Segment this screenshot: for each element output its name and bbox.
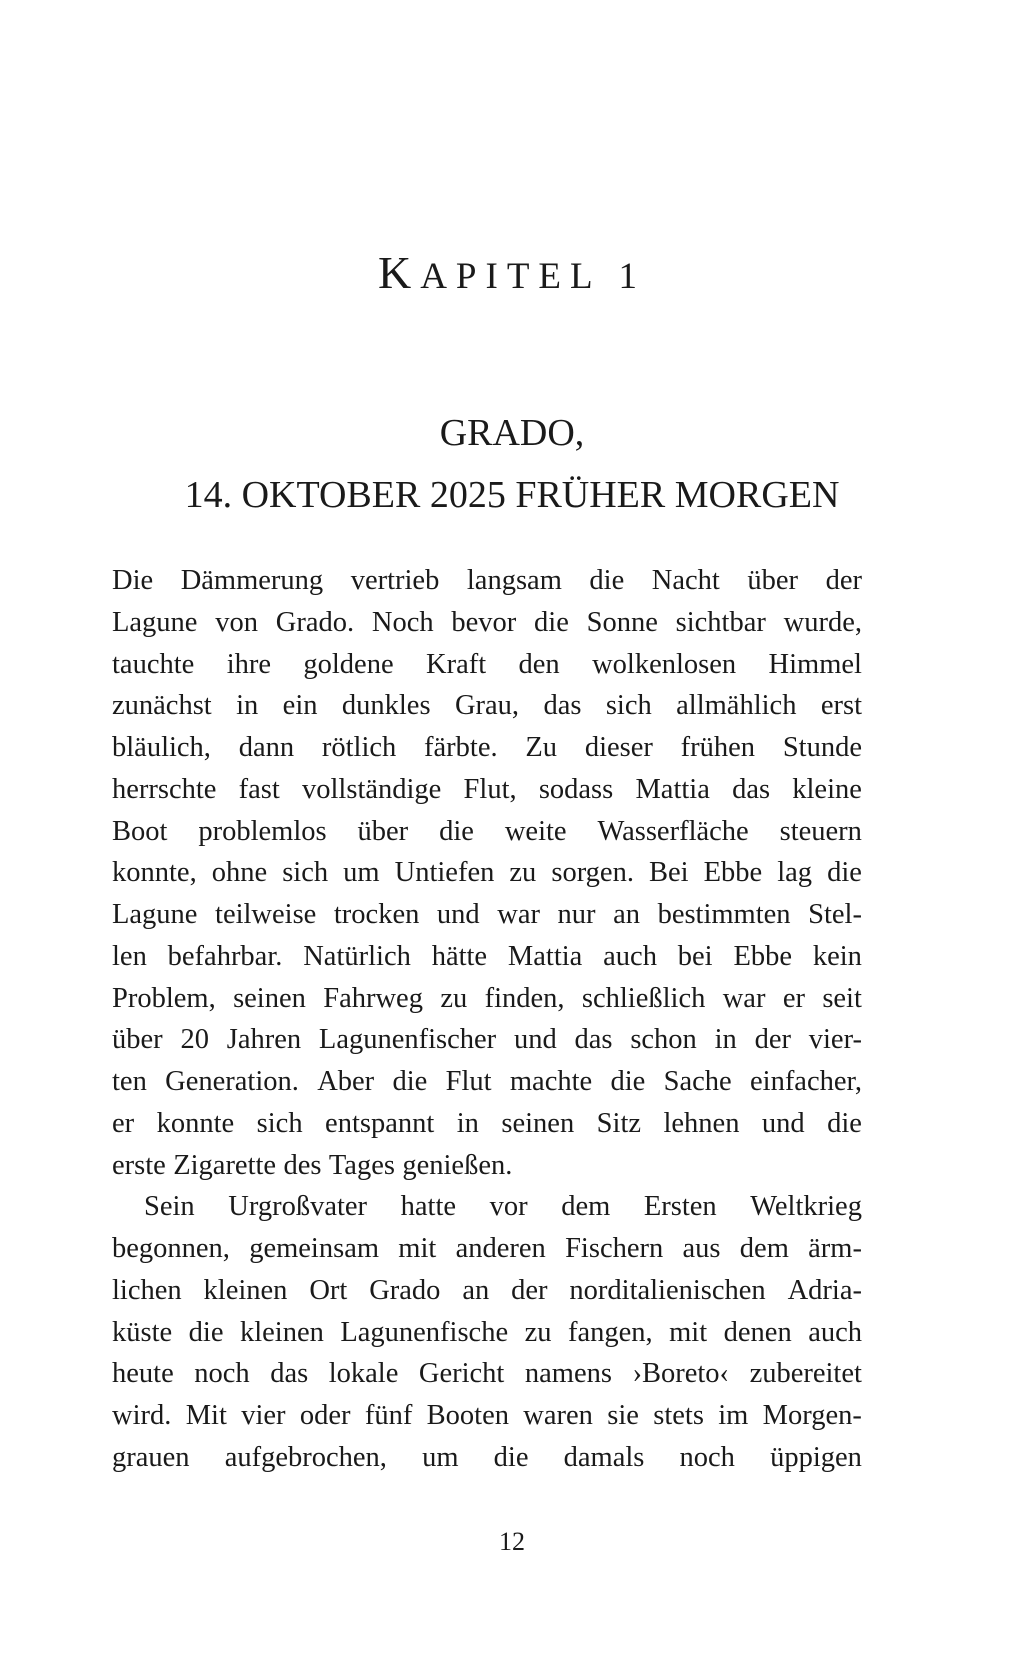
text-line: wird. Mit vier oder fünf Booten waren sie stets im Morgen- (112, 1400, 862, 1431)
chapter-title-rest: APITEL 1 (420, 256, 647, 297)
text-line: begonnen, gemeinsam mit anderen Fischern aus dem ärm- (112, 1233, 862, 1264)
text-line: Die Dämmerung vertrieb langsam die Nacht über der (112, 565, 862, 596)
chapter-title (0, 247, 1024, 298)
text-line: Boot problemlos über die weite Wasserfläche steuern (112, 815, 862, 847)
text-line: Sein Urgroßvater hatte vor dem Ersten Weltkrieg (144, 1191, 862, 1223)
text-line: konnte, ohne sich um Untiefen zu sorgen. Bei Ebbe lag die (112, 857, 862, 889)
text-line: bläulich, dann rötlich färbte. Zu dieser frühen Stunde (112, 732, 862, 763)
section-heading (0, 402, 1024, 526)
body-text (112, 560, 862, 1479)
page-number: 12 (499, 1527, 525, 1556)
heading-location: GRADO, (439, 412, 585, 454)
heading-date: 14. OKTOBER 2025 FRÜHER MORGEN (184, 474, 840, 516)
text-line: herrschte fast vollständige Flut, sodass Mattia das kleine (112, 773, 862, 805)
text-line: küste die kleinen Lagunenfische zu fangen, mit denen auch (112, 1316, 862, 1348)
text-line: Problem, seinen Fahrweg zu finden, schließlich war er seit (112, 982, 862, 1014)
text-line: tauchte ihre goldene Kraft den wolkenlosen Himmel (112, 648, 862, 680)
text-line: grauen aufgebrochen, um die damals noch üppigen (112, 1441, 862, 1473)
text-line: Lagune teilweise trocken und war nur an bestimmten Stel- (112, 899, 862, 930)
text-line: zunächst in ein dunkles Grau, das sich allmählich erst (112, 690, 862, 722)
text-line: lichen kleinen Ort Grado an der norditalienischen Adria- (112, 1274, 862, 1306)
text-line: len befahrbar. Natürlich hätte Mattia auch bei Ebbe kein (112, 940, 862, 972)
text-line: über 20 Jahren Lagunenfischer und das schon in der vier- (112, 1024, 862, 1056)
chapter-title-initial: K (377, 247, 421, 298)
text-line: ten Generation. Aber die Flut machte die Sache einfacher, (112, 1066, 862, 1097)
text-line: erste Zigarette des Tages genießen. (112, 1149, 513, 1181)
text-line: heute noch das lokale Gericht namens ›Boreto‹ zubereitet (112, 1358, 862, 1390)
text-line: er konnte sich entspannt in seinen Sitz lehnen und die (112, 1107, 862, 1139)
text-line: Lagune von Grado. Noch bevor die Sonne sichtbar wurde, (112, 606, 862, 638)
